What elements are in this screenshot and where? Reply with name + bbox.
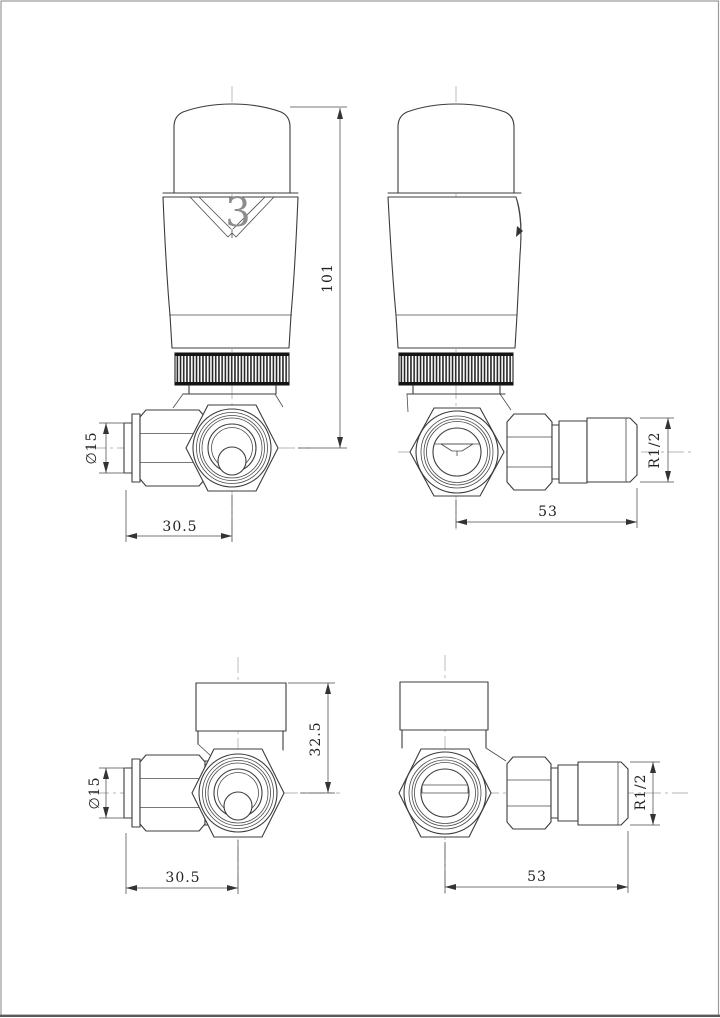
dim-101-label: 101: [320, 263, 336, 293]
olive-flange: [132, 759, 140, 827]
trv-side-view: [388, 86, 692, 530]
tail-cylinder: [558, 765, 578, 821]
body-chamfer-right: [275, 394, 283, 407]
dim-length-53: [456, 488, 637, 528]
dim-length-53: [445, 831, 628, 893]
dim-r12-label: R1/2: [633, 773, 649, 811]
dim-53-label: 53: [527, 869, 547, 885]
union-and-thread: [507, 414, 637, 490]
lockshield-side-view: [399, 655, 690, 894]
dim-body-height-32-5: [288, 683, 335, 793]
knurl-ring: [175, 353, 289, 385]
union-nut: [507, 757, 551, 829]
dim-30-5-label: 30.5: [162, 519, 198, 535]
dim-30-5-label: 30.5: [165, 870, 201, 886]
body-chamfer-left: [198, 744, 212, 757]
dim-dia15-label: ∅15: [87, 776, 103, 810]
pipe-stub: [124, 423, 132, 473]
dim-thread-r12: [640, 418, 674, 482]
body-chamfer-right: [486, 748, 506, 761]
port-circles: [404, 752, 486, 834]
dim-32-5-label: 32.5: [308, 721, 324, 757]
knurl-ring: [399, 353, 513, 385]
male-thread: [578, 762, 628, 825]
union-ring: [552, 425, 559, 479]
lockshield-cap: [400, 682, 488, 730]
spindle-circle: [224, 792, 252, 820]
head-setting-number: 3: [225, 190, 251, 236]
dim-height-101: [290, 107, 347, 448]
body-left-face: [407, 394, 408, 412]
union-and-thread: [507, 757, 628, 829]
head-dome-cap: [174, 104, 290, 193]
pipe-stub: [124, 768, 132, 818]
lockshield-front-view: [87, 657, 340, 894]
dim-r12-label: R1/2: [647, 431, 663, 469]
port-circles: [416, 411, 498, 493]
port-circles: [199, 754, 277, 832]
olive-flange: [132, 414, 140, 482]
dim-dia15-label: ∅15: [84, 431, 100, 465]
trv-front-view: [84, 86, 347, 544]
tail-cylinder: [559, 421, 587, 483]
body-chamfer-right: [500, 394, 511, 410]
union-ring: [551, 768, 558, 818]
dim-thread-r12: [630, 762, 660, 825]
body-chamfer-left: [173, 394, 183, 408]
male-thread: [587, 418, 637, 482]
dim-width-30-5: [126, 833, 238, 894]
head-body: [388, 197, 521, 348]
spindle-circle: [218, 447, 246, 475]
dim-53-label: 53: [538, 504, 558, 520]
head-dome-cap: [398, 104, 514, 193]
union-nut: [507, 414, 552, 490]
lockshield-cap: [196, 683, 286, 731]
port-circles: [193, 409, 271, 487]
dim-width-30-5: [126, 490, 232, 542]
sheet-border: [1, 1, 719, 1016]
